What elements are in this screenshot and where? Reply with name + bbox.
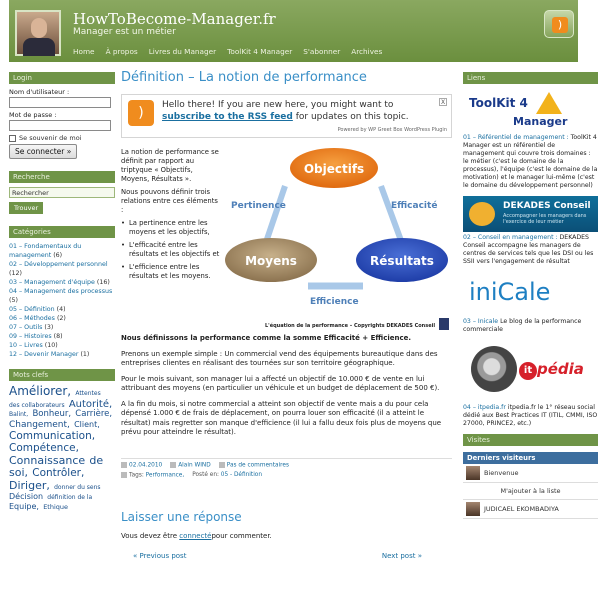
tag-link[interactable]: définition de la — [47, 494, 93, 502]
inicale-logo[interactable] — [463, 272, 598, 316]
category-item — [9, 278, 115, 287]
category-link[interactable]: 06 – Méthodes — [9, 315, 55, 322]
itpedia-logo[interactable] — [463, 340, 598, 402]
list-item: • L'efficience entre les résultats et les moyens. — [121, 263, 221, 281]
label-resultats: Résultats — [370, 254, 434, 268]
username-label: Nom d'utilisateur : — [9, 88, 70, 96]
tag-link[interactable]: Carrière, — [75, 409, 113, 420]
password-label: Mot de passe : — [9, 111, 57, 119]
caption-logo — [439, 318, 449, 330]
toolkit-triangle-icon — [536, 92, 562, 114]
category-count: (16) — [96, 279, 110, 286]
search-input[interactable]: Rechercher — [9, 187, 115, 198]
categories-list — [9, 242, 115, 359]
label-moyens: Moyens — [245, 254, 297, 268]
tag-link[interactable]: Améliorer, — [9, 384, 72, 398]
category-item — [9, 323, 115, 332]
category-item — [9, 332, 115, 341]
nav-toolkit[interactable]: ToolKit 4 Manager — [227, 47, 293, 56]
calendar-icon — [121, 462, 127, 468]
comment-text-before: Vous devez être — [121, 532, 178, 540]
remember-checkbox[interactable] — [9, 135, 16, 142]
tag-link[interactable]: Client, — [74, 420, 100, 430]
login-button[interactable]: Se connecter » — [9, 144, 77, 159]
category-count: (12) — [9, 270, 22, 277]
tag-link[interactable]: Attentes — [75, 390, 101, 397]
tag-link[interactable]: Equipe, — [9, 502, 39, 512]
dekades-mark-icon — [469, 202, 495, 226]
label-efficacite: Efficacité — [391, 201, 438, 211]
category-item — [9, 314, 115, 323]
category-link[interactable]: 12 – Devenir Manager — [9, 351, 79, 358]
category-count: (3) — [44, 324, 54, 331]
main-nav — [73, 47, 393, 56]
next-post-link[interactable]: Next post » — [381, 552, 422, 560]
category-count: (8) — [53, 333, 63, 340]
avatar — [466, 466, 480, 480]
performance-diagram — [223, 146, 451, 339]
dekades-logo[interactable] — [463, 196, 598, 232]
tag-icon — [121, 472, 127, 478]
relations-list — [121, 219, 221, 281]
toolkit-logo-text-1: ToolKit 4 — [469, 96, 528, 110]
nav-archives[interactable]: Archives — [351, 47, 383, 56]
dekades-link[interactable]: 02 – Conseil en management : — [463, 234, 558, 241]
category-link[interactable]: 05 - Définition — [220, 471, 263, 478]
rss-icon: ) — [552, 17, 568, 33]
category-item — [9, 242, 115, 260]
itpedia-logo-it: it — [519, 362, 537, 380]
category-link[interactable]: 09 – Histoires — [9, 333, 52, 340]
tag-link[interactable]: Performance, — [145, 472, 185, 478]
tag-link[interactable]: Décision — [9, 492, 44, 502]
add-me-button[interactable]: M'ajouter à la liste — [463, 483, 598, 500]
site-header — [9, 0, 578, 62]
intro-paragraph-1: La notion de performance se définit par rapport au triptyque « Objectifs, Moyens, Résultats ». — [121, 148, 219, 183]
category-count: (6) — [53, 252, 63, 259]
visitor-name: JUDICAEL EKOMBADIYA — [484, 505, 559, 513]
category-link[interactable]: 03 – Management d'équipe — [9, 279, 95, 286]
greet-box — [121, 94, 452, 138]
tag-link[interactable]: Ethique — [43, 503, 69, 512]
links-title: Liens — [463, 72, 598, 84]
category-item — [9, 305, 115, 314]
tag-link[interactable]: donner du sens — [54, 483, 101, 491]
label-pertinence: Pertinence — [231, 201, 286, 211]
category-link[interactable]: 07 – Outils — [9, 324, 43, 331]
tag-link[interactable]: Balint, — [9, 411, 29, 419]
greet-text — [162, 99, 442, 123]
tags-title: Mots clefs — [9, 369, 115, 381]
tag-link[interactable]: Diriger, — [9, 478, 50, 492]
categories-title: Catégories — [9, 226, 115, 238]
right-sidebar — [463, 72, 598, 519]
itpedia-link[interactable]: 04 – itpedia.fr — [463, 404, 506, 411]
category-count: (1) — [80, 351, 90, 358]
label-objectifs: Objectifs — [303, 162, 365, 176]
tag-link[interactable]: Communication, — [9, 430, 96, 443]
toolkit-desc-text: ToolKit 4 Manager est un référentiel de management qui couvre trois domaines : le métier (c'est le domaine de la processus), l'équipe (c'est le domaine de la motivation) et le manager lui-même (c'est le domaine du développement personnel) — [463, 134, 598, 189]
remember-row — [9, 134, 115, 142]
example-paragraph: Prenons un exemple simple : Un commercial vend des équipements bureautique dans des entreprises clientes en réalisant des tournées sur son territoire géographique. — [121, 349, 438, 367]
visitors-header: Derniers visiteurs — [463, 452, 598, 464]
toolkit-logo-text-2: Manager — [513, 115, 568, 128]
visitor-welcome-text: Bienvenue — [484, 469, 519, 477]
category-item — [9, 287, 115, 305]
password-field[interactable] — [9, 120, 111, 131]
login-link[interactable]: connecté — [179, 532, 212, 540]
comment-login-text — [121, 532, 272, 540]
nav-a-propos[interactable]: À propos — [105, 47, 138, 56]
tag-link[interactable]: Bonheur, — [32, 409, 72, 420]
toolkit-logo[interactable] — [463, 90, 598, 134]
remember-label: Se souvenir de moi — [19, 134, 82, 142]
inicale-link[interactable]: 03 – Inicale — [463, 318, 499, 325]
post-meta — [121, 458, 452, 481]
subscribe-rss-link[interactable]: subscribe to the RSS feed — [162, 112, 293, 122]
visitors-title: Visites — [463, 434, 598, 446]
category-item — [9, 260, 115, 278]
inicale-desc-text: Le blog de la performance commerciale — [463, 318, 582, 333]
nav-abonner[interactable]: S'abonner — [303, 47, 341, 56]
tag-link[interactable]: Compétence, — [9, 442, 79, 455]
inicale-logo-text: iniCale — [469, 278, 551, 306]
category-count: (2) — [56, 315, 66, 322]
post-category: Posté en: 05 - Définition — [192, 471, 263, 478]
user-icon — [170, 462, 176, 468]
greet-text-2: for updates on this topic. — [295, 112, 409, 122]
post-tags: Tags: Performance, — [121, 472, 184, 479]
category-count: (10) — [44, 342, 58, 349]
main-content — [121, 70, 452, 560]
category-count: (5) — [9, 297, 18, 304]
category-link[interactable]: 04 – Management des processus — [9, 288, 113, 295]
tag-link[interactable]: Autorité, — [68, 398, 113, 410]
rss-feed-button[interactable] — [544, 10, 574, 38]
tag-cloud — [9, 385, 115, 512]
avatar — [466, 502, 480, 516]
itpedia-dots-icon — [471, 346, 517, 392]
post-author[interactable]: Alain WIND — [170, 462, 211, 469]
nav-home[interactable]: Home — [73, 47, 95, 56]
toolkit-link[interactable]: 01 – Référentiel de management : — [463, 134, 569, 141]
itpedia-logo-text: pédia — [537, 360, 584, 378]
greet-text-1: Hello there! If you are new here, you might want to — [162, 100, 394, 110]
nav-livres[interactable]: Livres du Manager — [148, 47, 217, 56]
visitor-welcome — [463, 464, 598, 483]
tag-link[interactable]: Connaissance — [9, 453, 86, 467]
login-title: Login — [9, 72, 115, 84]
username-field[interactable] — [9, 97, 111, 108]
greet-powered: Powered by WP Greet Box WordPress Plugin — [337, 127, 447, 133]
close-icon[interactable]: X — [440, 99, 446, 106]
site-title[interactable]: HowToBecome-Manager.fr — [73, 10, 276, 28]
visitor-row[interactable] — [463, 500, 598, 519]
rss-icon[interactable]: ) — [128, 100, 154, 126]
tag-link[interactable]: des collaborateurs — [9, 401, 65, 409]
label-efficience: Efficience — [310, 297, 359, 307]
list-item: • La pertinence entre les moyens et les objectifs, — [121, 219, 221, 237]
dekades-desc-text: DEKADES Conseil accompagne les managers de centres de services tels que les DSI ou les SSII vers l'engagement de résultat — [463, 234, 594, 265]
end-paragraph: A la fin du mois, si notre commercial a atteint son objectif de vente mais a du pour cela dépensé 1.000 € de frais de déplacement, on pourra louer son efficacité (il a atteint le résultat) mais regretter son manque d'efficience (il lui a fallu deux fois plus de moyens que prévu pour atteindre le résultat). — [121, 399, 442, 436]
tag-link[interactable]: Changement, — [9, 420, 70, 431]
category-link[interactable]: 05 – Définition — [9, 306, 55, 313]
month-paragraph: Pour le mois suivant, son manager lui a affecté un objectif de 10.000 € de vente en lui attribuant des moyens (en particulier un véhicule et un budget de déplacement de 500 €). — [121, 374, 440, 392]
dekades-description — [463, 234, 598, 266]
post-title[interactable]: Définition – La notion de performance — [121, 70, 367, 85]
tag-link[interactable]: Contrôler, — [32, 467, 85, 480]
post-comments-link[interactable]: Pas de commentaires — [219, 462, 289, 469]
tag-link[interactable]: de soi, — [9, 453, 104, 480]
intro-paragraph-2: Nous pouvons définir trois relations entre ces éléments : — [121, 188, 218, 214]
category-item — [9, 341, 115, 350]
post-date: 02.04.2010 — [121, 462, 162, 469]
itpedia-description — [463, 404, 598, 428]
author-avatar — [15, 10, 61, 56]
definition-paragraph: Nous définissons la performance comme la somme Efficacité + Efficience. — [121, 334, 412, 342]
category-link[interactable]: 01 – Fondamentaux du management — [9, 243, 82, 259]
search-button[interactable]: Trouver — [9, 202, 43, 214]
inicale-description — [463, 318, 598, 334]
comment-text-after: pour commenter. — [211, 532, 272, 540]
diagram-caption: L'équation de la performance – Copyrights DEKADES Conseil — [265, 323, 436, 329]
list-item: • L'efficacité entre les résultats et les objectifs et — [121, 241, 221, 259]
category-count: (4) — [56, 306, 66, 313]
category-link[interactable]: 02 – Développement personnel — [9, 261, 108, 268]
comment-icon — [219, 462, 225, 468]
category-link[interactable]: 10 – Livres — [9, 342, 43, 349]
post-body — [121, 334, 452, 444]
comment-title: Laisser une réponse — [121, 510, 242, 524]
site-subtitle: Manager est un métier — [73, 27, 176, 37]
previous-post-link[interactable]: « Previous post — [133, 552, 187, 560]
intro-text — [121, 148, 221, 285]
itpedia-desc-text: itpedia.fr le 1° réseau social dédié aux Best Practices IT (ITIL, CMMI, ISO 27000, PRINCE2, etc.) — [463, 404, 598, 427]
arrow-efficacite — [381, 186, 403, 246]
search-title: Recherche — [9, 171, 115, 183]
toolkit-description — [463, 134, 598, 190]
dekades-logo-subtext: Accompagner les managers dans l'exercice de leur métier — [503, 213, 587, 225]
left-sidebar — [9, 72, 115, 512]
dekades-logo-text: DEKADES Conseil — [503, 201, 591, 211]
category-item — [9, 350, 115, 359]
